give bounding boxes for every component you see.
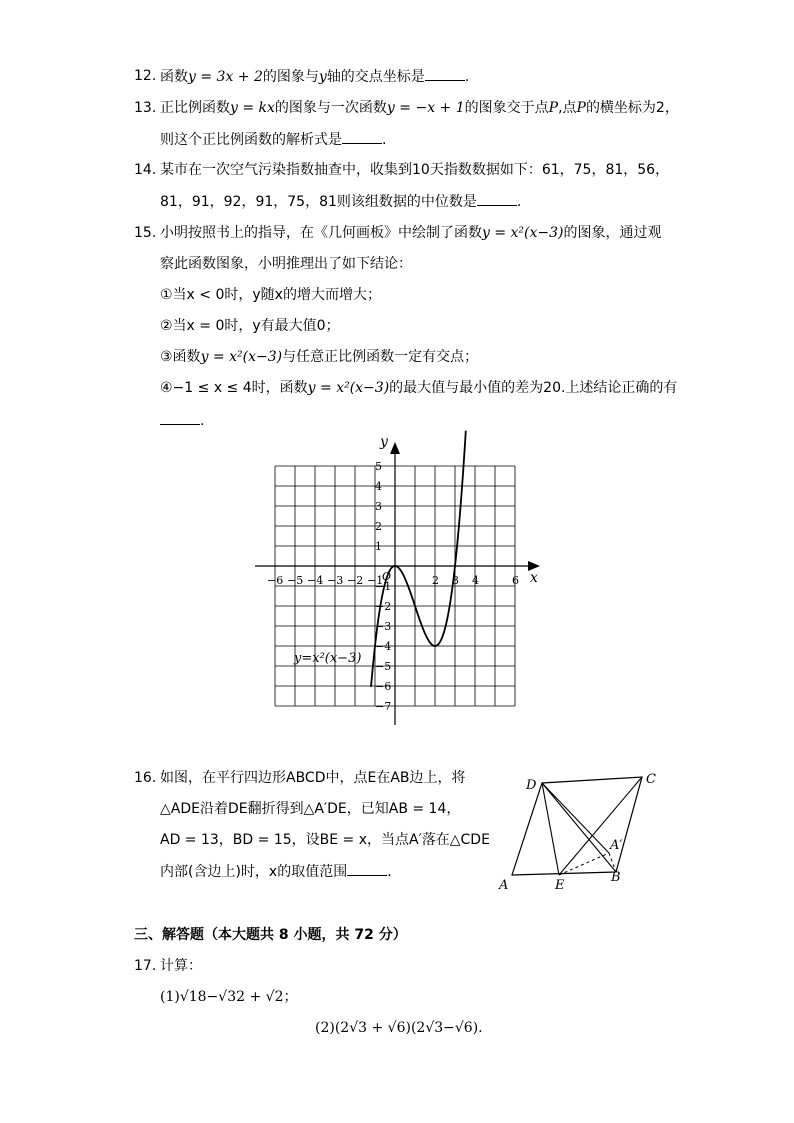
y-tick-label: −5 bbox=[375, 660, 392, 673]
q15-c1: ①当x < 0时，y随x的增大而增大； bbox=[160, 287, 381, 303]
y-tick-label: 1 bbox=[375, 540, 382, 553]
label-d: D bbox=[526, 778, 537, 793]
q12-text bbox=[160, 66, 469, 87]
q13-number: 13. bbox=[134, 100, 157, 116]
q16-line4 bbox=[160, 861, 392, 882]
y-tick-label: 2 bbox=[375, 520, 382, 533]
q15-c3-a: ③函数 bbox=[160, 349, 201, 365]
q12-text-a: 函数 bbox=[160, 69, 188, 85]
q13-p1: P bbox=[548, 100, 559, 116]
section-3-heading: 三、解答题（本大题共 8 小题，共 72 分） bbox=[134, 927, 407, 943]
segment-db bbox=[542, 783, 616, 872]
label-e: E bbox=[555, 878, 565, 893]
y-tick-label: −4 bbox=[375, 640, 392, 653]
q15-c3-expr: y = x²(x−3) bbox=[200, 349, 283, 365]
label-c: C bbox=[646, 772, 656, 787]
y-tick-label: 3 bbox=[375, 500, 382, 513]
x-tick-label: −4 bbox=[307, 574, 324, 587]
label-a: A bbox=[499, 878, 509, 893]
x-tick-label: −1 bbox=[367, 574, 384, 587]
q16-line2: △ADE沿着DE翻折得到△A′DE，已知AB = 14， bbox=[160, 801, 461, 817]
y-tick-label: −1 bbox=[375, 580, 392, 593]
q16-line3: AD = 13，BD = 15，设BE = x，当点A′落在△CDE bbox=[160, 832, 490, 848]
q14-blank[interactable] bbox=[477, 191, 517, 206]
q13-e: 的横坐标为2， bbox=[585, 100, 679, 116]
q13-d: ,点 bbox=[558, 100, 577, 116]
q12-end: . bbox=[464, 69, 470, 85]
y-tick-label: −6 bbox=[375, 680, 392, 693]
q14-number: 14. bbox=[134, 162, 157, 178]
y-tick-labels bbox=[375, 460, 391, 713]
y-tick-label: −7 bbox=[375, 700, 392, 713]
q15-c4-expr: y = x²(x−3) bbox=[307, 380, 390, 396]
segment-da-prime bbox=[542, 783, 609, 853]
q17-title: 计算： bbox=[160, 958, 202, 974]
x-tick-label: −2 bbox=[347, 574, 364, 587]
q16-number: 16. bbox=[134, 770, 157, 786]
q15-c4 bbox=[160, 378, 677, 398]
q13-b: 的图象与一次函数 bbox=[274, 100, 387, 116]
q17-part2: (2)(2√3 + √6)(2√3−√6). bbox=[315, 1020, 483, 1036]
x-tick-label: −6 bbox=[267, 574, 284, 587]
q12-text-b: 的图象与 bbox=[262, 69, 319, 85]
q15-c3 bbox=[160, 347, 478, 367]
function-graph bbox=[250, 430, 550, 735]
y-tick-label: 4 bbox=[375, 480, 382, 493]
label-b: B bbox=[611, 870, 621, 885]
q13-a: 正比例函数 bbox=[160, 100, 230, 116]
q15-end: . bbox=[200, 413, 205, 429]
q17-number: 17. bbox=[134, 958, 157, 974]
q13-c: 的图象交于点 bbox=[464, 100, 549, 116]
x-tick-label: −5 bbox=[287, 574, 304, 587]
y-tick-label: −3 bbox=[375, 620, 392, 633]
q14-line2 bbox=[160, 191, 521, 212]
q15-b: 的图象，通过观 bbox=[563, 225, 662, 241]
parallelogram-figure bbox=[495, 765, 670, 895]
q13-end: . bbox=[382, 132, 387, 148]
q14-line1: 某市在一次空气污染指数抽查中，收集到10天指数数据如下：61，75，81，56， bbox=[160, 162, 670, 178]
q12-blank[interactable] bbox=[425, 66, 465, 81]
x-tick-label: 4 bbox=[472, 574, 479, 587]
q15-c4-b: 的最大值与最小值的差为20.上述结论正确的有 bbox=[389, 380, 678, 396]
origin-label: O bbox=[382, 570, 392, 583]
x-tick-label: −3 bbox=[327, 574, 344, 587]
y-tick-label: −2 bbox=[375, 600, 392, 613]
label-a-prime: A′ bbox=[610, 838, 623, 853]
q13-expr1: y = kx bbox=[230, 100, 275, 116]
y-axis-arrow bbox=[390, 442, 400, 454]
q16-blank[interactable] bbox=[347, 861, 387, 876]
q15-a: 小明按照书上的指导，在《几何画板》中绘制了函数 bbox=[160, 225, 482, 241]
q14-end: . bbox=[516, 194, 522, 210]
x-tick-labels bbox=[267, 574, 519, 587]
q15-line1 bbox=[160, 223, 662, 243]
curve-label: y=x²(x−3) bbox=[294, 651, 362, 666]
q13-line1 bbox=[160, 98, 679, 118]
q15-c2: ②当x = 0时，y有最大值0； bbox=[160, 318, 340, 334]
x-axis-label: x bbox=[530, 570, 538, 586]
q15-line2: 察此函数图象，小明推理出了如下结论： bbox=[160, 256, 412, 272]
q17-part1: (1)√18−√32 + √2； bbox=[160, 989, 298, 1005]
y-axis-label: y bbox=[380, 434, 388, 450]
x-tick-label: 6 bbox=[512, 574, 519, 587]
q12-expr: y = 3x + 2 bbox=[188, 69, 263, 85]
y-tick-label: 5 bbox=[375, 460, 382, 473]
segment-de bbox=[542, 783, 559, 875]
q13-blank[interactable] bbox=[342, 129, 382, 144]
q16-end: . bbox=[387, 864, 392, 880]
q14-line2-text: 81，91，92，91，75，81则该组数据的中位数是 bbox=[160, 194, 477, 210]
q13-line2-text: 则这个正比例函数的解析式是 bbox=[160, 132, 342, 148]
segment-ea-prime bbox=[559, 853, 609, 875]
q12-y: y bbox=[318, 69, 327, 85]
x-tick-label: 3 bbox=[452, 574, 459, 587]
q15-c3-b: 与任意正比例函数一定有交点； bbox=[282, 349, 479, 365]
q15-c4-a: ④−1 ≤ x ≤ 4时，函数 bbox=[160, 380, 308, 396]
q13-expr2: y = −x + 1 bbox=[386, 100, 465, 116]
segment-ce bbox=[559, 777, 642, 875]
q15-number: 15. bbox=[134, 225, 157, 241]
q15-expr: y = x²(x−3) bbox=[482, 225, 564, 241]
q16-line4-text: 内部(含边上)时，x的取值范围 bbox=[160, 864, 348, 880]
q13-line2 bbox=[160, 129, 386, 150]
q15-answer-line bbox=[160, 410, 204, 431]
q12-number: 12. bbox=[134, 68, 157, 84]
x-tick-label: 2 bbox=[432, 574, 439, 587]
q12-text-c: 轴的交点坐标是 bbox=[326, 69, 425, 85]
q15-blank[interactable] bbox=[160, 410, 200, 425]
q13-p2: P bbox=[576, 100, 586, 116]
q16-line1: 如图，在平行四边形ABCD中，点E在AB边上，将 bbox=[160, 770, 466, 786]
